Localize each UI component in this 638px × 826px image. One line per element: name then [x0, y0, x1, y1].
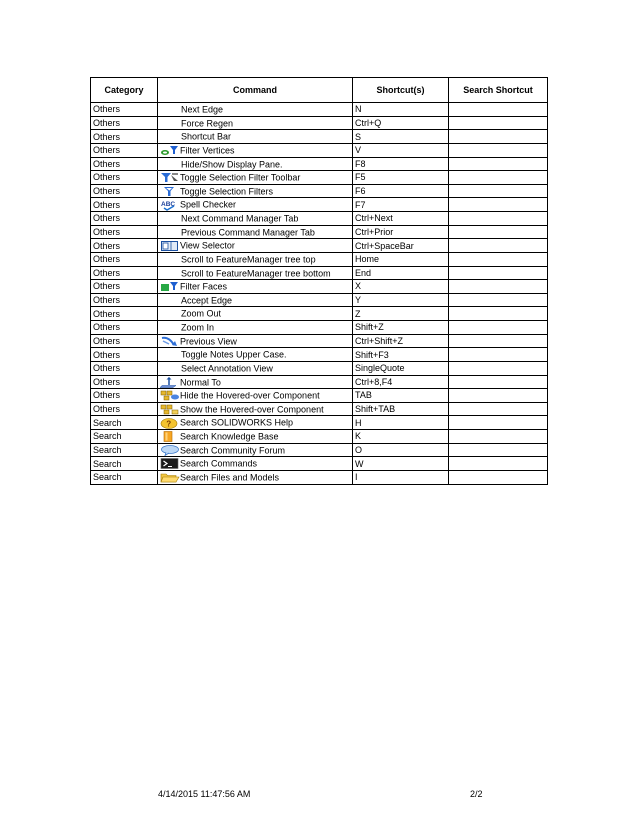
row-search-shortcut — [449, 416, 548, 430]
row-search-shortcut — [449, 266, 548, 280]
row-category: Others — [91, 389, 158, 403]
command-label: Search Commands — [180, 458, 258, 469]
table-row — [91, 375, 548, 389]
row-command — [158, 293, 353, 307]
table-row — [91, 130, 548, 144]
row-command — [158, 470, 353, 484]
row-search-shortcut — [449, 225, 548, 239]
row-category: Others — [91, 266, 158, 280]
command-label: Hide/Show Display Pane. — [181, 159, 283, 170]
row-search-shortcut — [449, 375, 548, 389]
help-icon — [160, 418, 180, 429]
row-command — [158, 198, 353, 212]
shortcut-sheet — [90, 77, 547, 485]
table-row — [91, 443, 548, 457]
hide-component-icon — [160, 390, 180, 401]
row-shortcut: Z — [353, 307, 449, 321]
row-search-shortcut — [449, 171, 548, 185]
row-command — [158, 375, 353, 389]
spell-checker-icon — [160, 200, 180, 211]
table-row — [91, 416, 548, 430]
row-category: Others — [91, 130, 158, 144]
row-command — [158, 321, 353, 335]
table-row — [91, 457, 548, 471]
row-category: Others — [91, 252, 158, 266]
row-shortcut: Shift+Z — [353, 321, 449, 335]
row-search-shortcut — [449, 239, 548, 253]
row-command — [158, 143, 353, 157]
svg-text:ABC: ABC — [161, 200, 176, 208]
row-shortcut: H — [353, 416, 449, 430]
row-search-shortcut — [449, 443, 548, 457]
row-search-shortcut — [449, 334, 548, 348]
row-search-shortcut — [449, 143, 548, 157]
command-label: Toggle Selection Filters — [180, 186, 274, 197]
command-label: Search SOLIDWORKS Help — [180, 418, 294, 428]
table-header-row — [91, 78, 548, 103]
command-label: Filter Faces — [180, 281, 228, 292]
command-label: Zoom In — [181, 322, 215, 333]
row-category: Search — [91, 416, 158, 430]
row-shortcut: F7 — [353, 198, 449, 212]
row-search-shortcut — [449, 361, 548, 375]
row-command — [158, 184, 353, 198]
row-category: Others — [91, 157, 158, 171]
table-row — [91, 252, 548, 266]
header-shortcuts: Shortcut(s) — [353, 78, 449, 103]
row-category: Search — [91, 443, 158, 457]
row-shortcut: X — [353, 280, 449, 294]
row-category: Others — [91, 375, 158, 389]
show-component-icon — [160, 404, 180, 415]
row-category: Others — [91, 198, 158, 212]
row-command — [158, 361, 353, 375]
row-search-shortcut — [449, 130, 548, 144]
table-row — [91, 348, 548, 362]
table-row — [91, 402, 548, 416]
row-command — [158, 130, 353, 144]
table-row — [91, 239, 548, 253]
row-shortcut: Ctrl+Q — [353, 116, 449, 130]
table-body — [91, 103, 548, 485]
row-category: Others — [91, 361, 158, 375]
row-shortcut: F6 — [353, 184, 449, 198]
previous-view-icon — [160, 336, 180, 347]
row-search-shortcut — [449, 157, 548, 171]
normal-to-icon — [160, 377, 180, 388]
row-shortcut: TAB — [353, 389, 449, 403]
row-search-shortcut — [449, 280, 548, 294]
row-search-shortcut — [449, 457, 548, 471]
command-label: View Selector — [180, 240, 235, 251]
shortcuts-table — [90, 77, 548, 485]
command-prompt-icon — [160, 458, 180, 469]
filter-faces-icon — [160, 281, 180, 292]
row-command — [158, 389, 353, 403]
row-command — [158, 443, 353, 457]
row-category: Others — [91, 293, 158, 307]
row-shortcut: Home — [353, 252, 449, 266]
row-category: Others — [91, 307, 158, 321]
command-label: Force Regen — [181, 118, 234, 129]
row-category: Search — [91, 430, 158, 444]
row-search-shortcut — [449, 402, 548, 416]
table-row — [91, 143, 548, 157]
row-command — [158, 457, 353, 471]
header-search-shortcut: Search Shortcut — [449, 78, 548, 103]
svg-text:?: ? — [166, 419, 172, 428]
table-row — [91, 334, 548, 348]
table-row — [91, 103, 548, 117]
row-category: Others — [91, 348, 158, 362]
table-row — [91, 321, 548, 335]
row-category: Others — [91, 321, 158, 335]
row-command — [158, 157, 353, 171]
row-command — [158, 307, 353, 321]
row-category: Others — [91, 334, 158, 348]
row-category: Search — [91, 470, 158, 484]
row-command — [158, 116, 353, 130]
selection-filter-toolbar-icon — [160, 172, 180, 183]
command-label: Zoom Out — [181, 309, 222, 319]
command-label: Normal To — [180, 377, 221, 388]
row-category: Others — [91, 225, 158, 239]
row-category: Others — [91, 171, 158, 185]
row-shortcut: I — [353, 470, 449, 484]
header-category: Category — [91, 78, 158, 103]
command-label: Accept Edge — [181, 295, 233, 306]
row-command — [158, 239, 353, 253]
row-command — [158, 348, 353, 362]
row-search-shortcut — [449, 348, 548, 362]
command-label: Filter Vertices — [180, 145, 235, 156]
row-search-shortcut — [449, 389, 548, 403]
row-shortcut: O — [353, 443, 449, 457]
selection-filter-icon — [160, 186, 180, 197]
row-search-shortcut — [449, 470, 548, 484]
command-label: Hide the Hovered-over Component — [180, 390, 320, 401]
table-row — [91, 116, 548, 130]
command-label: Scroll to FeatureManager tree top — [181, 254, 316, 265]
command-label: Search Files and Models — [180, 472, 280, 483]
row-command — [158, 103, 353, 117]
row-category: Others — [91, 212, 158, 226]
row-command — [158, 171, 353, 185]
row-shortcut: Shift+F3 — [353, 348, 449, 362]
row-category: Others — [91, 280, 158, 294]
row-category: Search — [91, 457, 158, 471]
row-search-shortcut — [449, 103, 548, 117]
community-forum-icon — [160, 445, 180, 456]
row-shortcut: Ctrl+Prior — [353, 225, 449, 239]
table-row — [91, 389, 548, 403]
row-search-shortcut — [449, 321, 548, 335]
row-command — [158, 266, 353, 280]
row-command — [158, 334, 353, 348]
command-label: Show the Hovered-over Component — [180, 404, 324, 415]
command-label: Search Community Forum — [180, 445, 286, 456]
row-shortcut: End — [353, 266, 449, 280]
command-label: Next Edge — [181, 104, 224, 115]
table-row — [91, 470, 548, 484]
table-row — [91, 184, 548, 198]
row-command — [158, 252, 353, 266]
filter-vertices-icon — [160, 145, 180, 156]
row-shortcut: Ctrl+Shift+Z — [353, 334, 449, 348]
row-shortcut: Ctrl+8,F4 — [353, 375, 449, 389]
command-label: Previous Command Manager Tab — [181, 227, 315, 238]
view-selector-icon — [160, 240, 180, 251]
folder-icon — [160, 472, 180, 483]
row-category: Others — [91, 143, 158, 157]
table-row — [91, 307, 548, 321]
command-label: Select Annotation View — [181, 363, 273, 374]
row-shortcut: V — [353, 143, 449, 157]
command-label: Search Knowledge Base — [180, 431, 279, 442]
row-shortcut: SingleQuote — [353, 361, 449, 375]
row-shortcut: N — [353, 103, 449, 117]
table-row — [91, 430, 548, 444]
row-shortcut: Ctrl+Next — [353, 212, 449, 226]
table-row — [91, 361, 548, 375]
row-search-shortcut — [449, 198, 548, 212]
table-row — [91, 266, 548, 280]
header-command: Command — [158, 78, 353, 103]
table-row — [91, 157, 548, 171]
row-command — [158, 402, 353, 416]
row-command — [158, 416, 353, 430]
row-shortcut: F8 — [353, 157, 449, 171]
row-search-shortcut — [449, 116, 548, 130]
row-command — [158, 225, 353, 239]
row-shortcut: W — [353, 457, 449, 471]
page-number: 2/2 — [470, 789, 483, 799]
table-row — [91, 293, 548, 307]
command-label: Toggle Notes Upper Case. — [181, 349, 287, 360]
knowledge-base-icon — [160, 431, 180, 442]
command-label: Toggle Selection Filter Toolbar — [180, 172, 301, 183]
command-label: Next Command Manager Tab — [181, 213, 299, 224]
row-search-shortcut — [449, 430, 548, 444]
table-row — [91, 198, 548, 212]
row-category: Others — [91, 103, 158, 117]
row-search-shortcut — [449, 252, 548, 266]
command-label: Previous View — [180, 336, 237, 347]
row-search-shortcut — [449, 307, 548, 321]
row-command — [158, 430, 353, 444]
command-label: Shortcut Bar — [181, 131, 232, 142]
row-category: Others — [91, 184, 158, 198]
row-search-shortcut — [449, 212, 548, 226]
command-label: Spell Checker — [180, 200, 237, 210]
row-shortcut: K — [353, 430, 449, 444]
row-search-shortcut — [449, 184, 548, 198]
row-category: Others — [91, 239, 158, 253]
print-timestamp: 4/14/2015 11:47:56 AM — [158, 789, 251, 799]
table-row — [91, 171, 548, 185]
row-category: Others — [91, 402, 158, 416]
row-shortcut: F5 — [353, 171, 449, 185]
command-label: Scroll to FeatureManager tree bottom — [181, 268, 331, 279]
table-row — [91, 225, 548, 239]
table-row — [91, 212, 548, 226]
row-shortcut: S — [353, 130, 449, 144]
row-command — [158, 280, 353, 294]
row-shortcut: Ctrl+SpaceBar — [353, 239, 449, 253]
table-row — [91, 280, 548, 294]
row-category: Others — [91, 116, 158, 130]
row-search-shortcut — [449, 293, 548, 307]
row-command — [158, 212, 353, 226]
row-shortcut: Y — [353, 293, 449, 307]
row-shortcut: Shift+TAB — [353, 402, 449, 416]
